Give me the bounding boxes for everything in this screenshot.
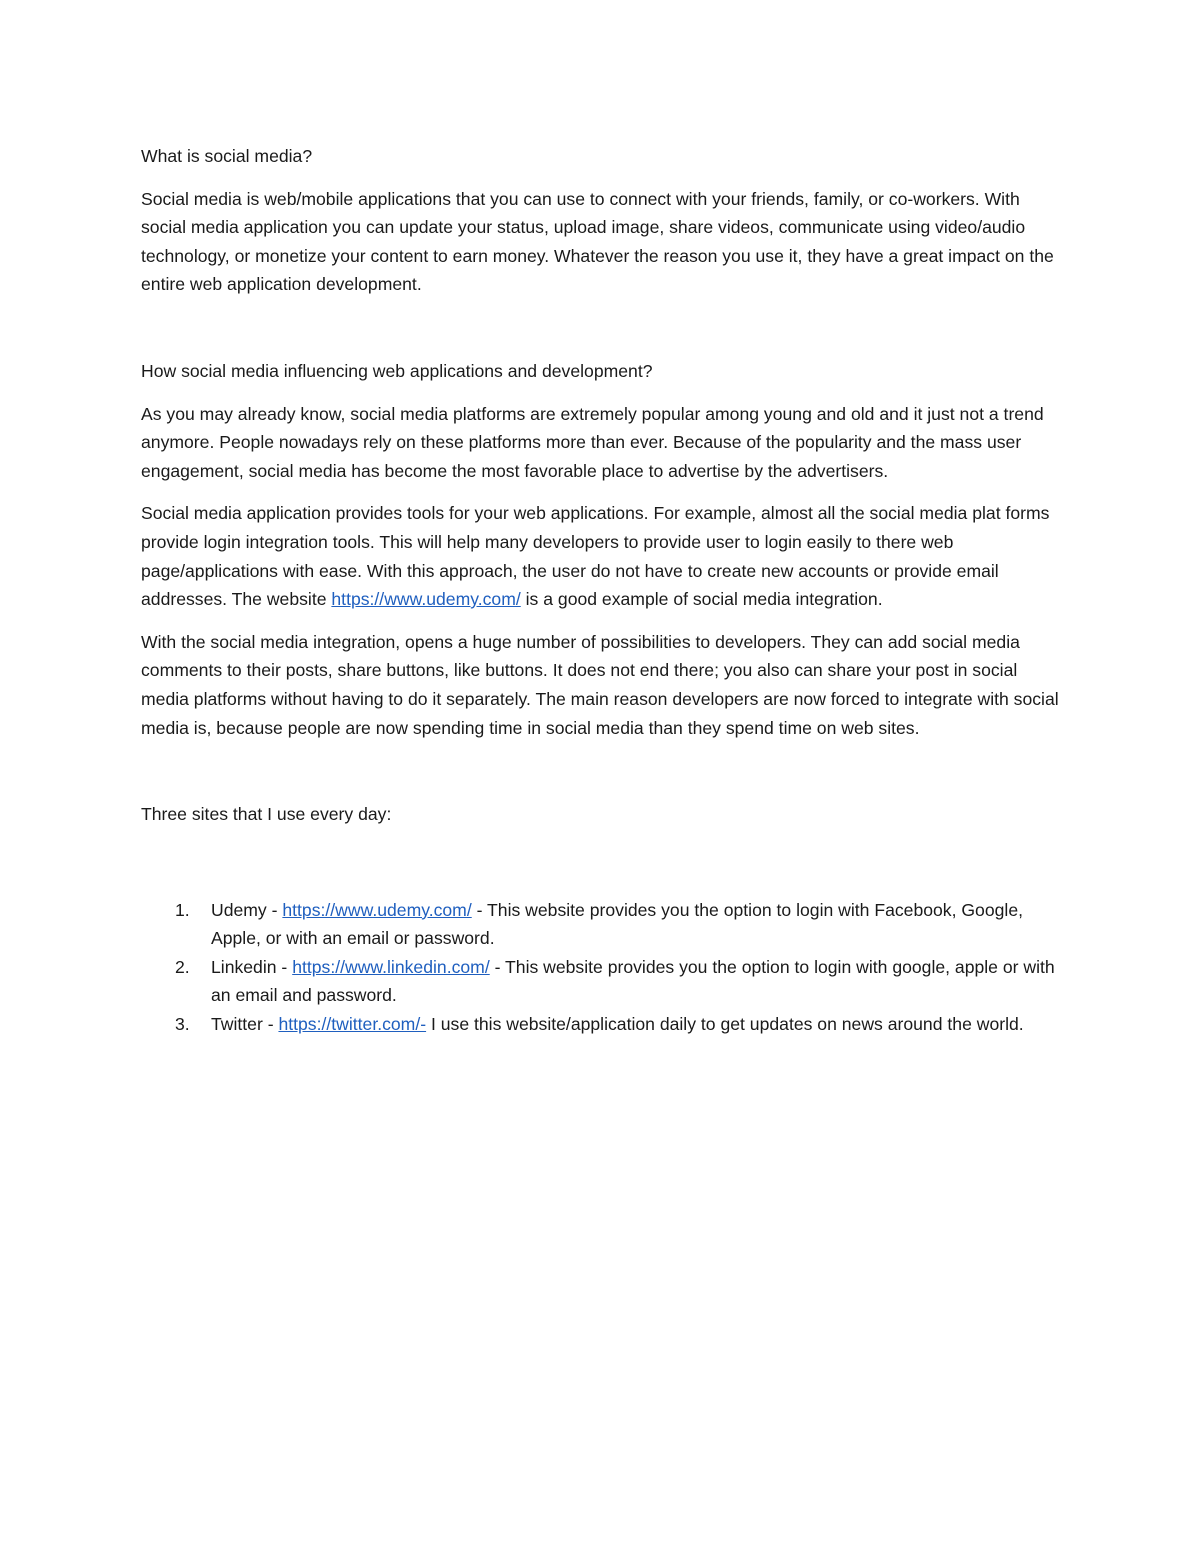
twitter-link[interactable]: https://twitter.com/-	[278, 1014, 427, 1035]
list-item-linkedin	[141, 953, 1066, 1010]
site-description: I use this website/application daily to get updates on news around the world.	[426, 1014, 1024, 1035]
blank-line	[141, 313, 1066, 357]
list-item-twitter	[141, 1010, 1066, 1039]
site-description: - This website provides you the option to login with Facebook, Google, Apple, or with an email or password.	[211, 899, 1023, 949]
site-name: Linkedin -	[211, 956, 293, 977]
paragraph-definition: Social media is web/mobile applications that you can use to connect with your friends, family, or co-workers. With social media application you can update your status, upload image, share videos, communicate using video/audio technology, or monetize your content to earn money. Whatever the reason you use it, they have a great impact on the entire web application development.	[141, 188, 1054, 295]
udemy-link-inline[interactable]: https://www.udemy.com/	[331, 589, 521, 610]
paragraph-popularity: As you may already know, social media platforms are extremely popular among young and old and it just not a trend anymore. People nowadays rely on these platforms more than ever. Because of the popularity and the mass user engagement, social media has become the most favorable place to advertise by the advertisers.	[141, 403, 1044, 481]
site-name: Twitter -	[211, 1014, 279, 1035]
section-heading-what-is-social-media: What is social media?	[141, 146, 313, 166]
linkedin-link[interactable]: https://www.linkedin.com/	[292, 956, 490, 977]
udemy-link[interactable]: https://www.udemy.com/	[282, 899, 472, 920]
site-name: Udemy -	[211, 899, 283, 920]
list-number: 3.	[175, 1014, 190, 1035]
section-heading-three-sites: Three sites that I use every day:	[141, 804, 392, 825]
paragraph-text: Social media application provides tools for your web applications. For example, almost all the social media plat forms provide login integration tools. This will help many developers to provide user to login easily to there web page/applications with ease. With this approach, the user do not have to create new accounts or provide email addresses. The website	[141, 503, 1050, 610]
site-description: - This website provides you the option to login with google, apple or with an email and password.	[211, 956, 1055, 1006]
blank-line	[141, 843, 1066, 896]
paragraph-integration: With the social media integration, opens a huge number of possibilities to developers. They can add social media comments to their posts, share buttons, like buttons. It does not end there; you also can share your post in social media platforms without having to do it separately. The main reason developers are now forced to integrate with social media is, because people are now spending time in social media than they spend time on web sites.	[141, 631, 1059, 738]
list-number: 1.	[175, 899, 190, 920]
sites-list	[141, 896, 1066, 1039]
section-heading-influence: How social media influencing web applications and development?	[141, 360, 653, 381]
paragraph-text: is a good example of social media integration.	[520, 589, 883, 610]
document-body	[141, 142, 1066, 1039]
list-item-udemy	[141, 896, 1066, 953]
paragraph-login-tools	[141, 499, 1066, 613]
list-number: 2.	[175, 956, 190, 977]
blank-line	[141, 756, 1066, 800]
